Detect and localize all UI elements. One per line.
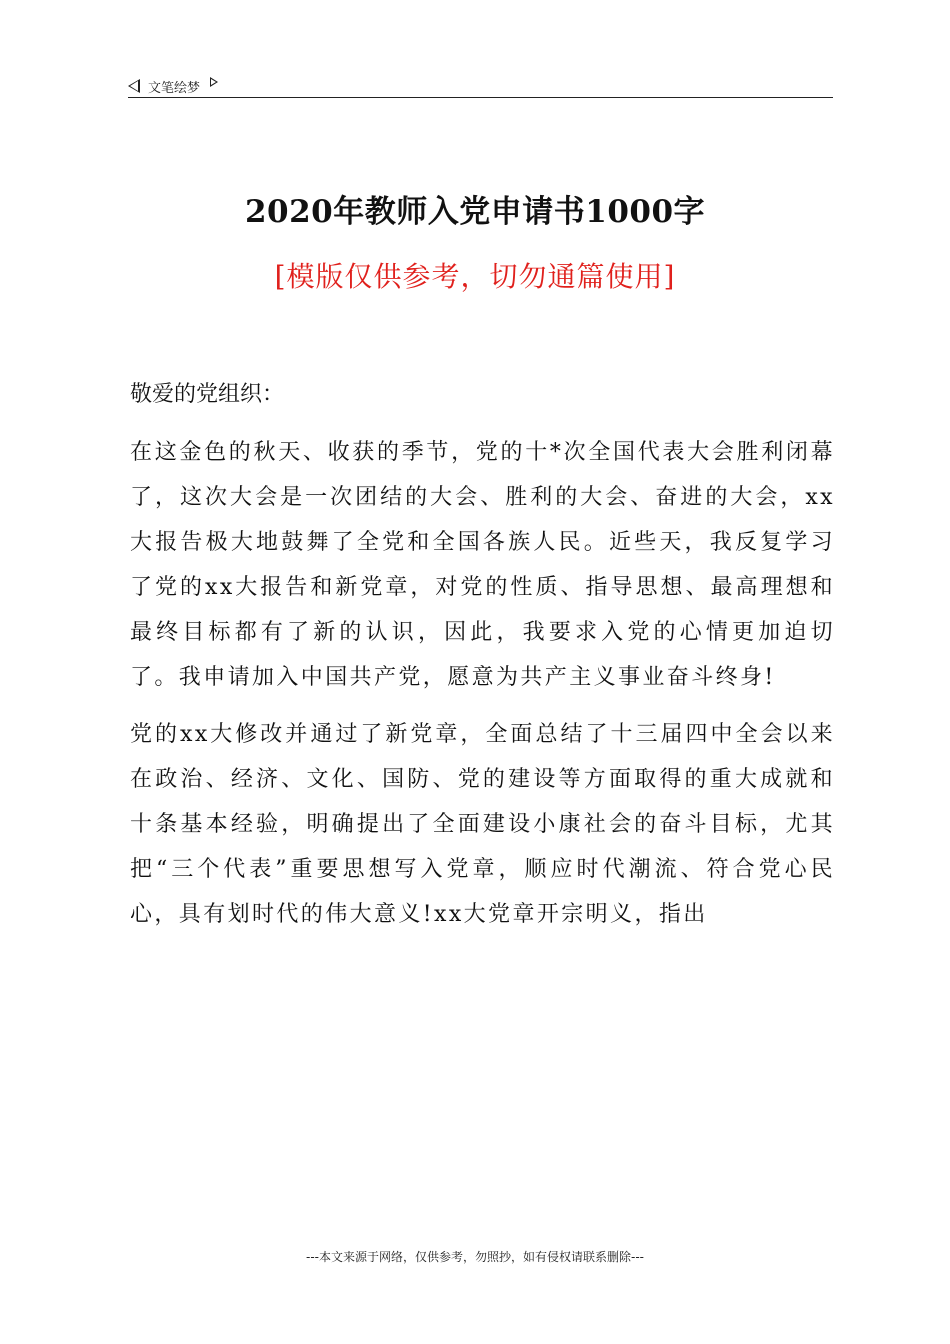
salutation: 敬爱的党组织：	[130, 382, 285, 407]
document-title: 2020年教师入党申请书1000字	[244, 194, 706, 230]
document-body	[130, 370, 835, 949]
triangle-left-icon	[128, 79, 140, 93]
footer-disclaimer: ---本文来源于网络，仅供参考，勿照抄，如有侵权请联系删除---	[306, 1250, 644, 1264]
header-divider	[128, 97, 833, 98]
paragraph-1: 在这金色的秋天、收获的季节，党的十*次全国代表大会胜利闭幕了，这次大会是一次团结的大会、胜利的大会、奋进的大会，xx大报告极大地鼓舞了全党和全国各族人民。近些天，我反复学习了党的xx大报告和新党章，对党的性质、指导思想、最高理想和最终目标都有了新的认识，因此，我要求入党的心情更加迫切了。我申请加入中国共产党，愿意为共产主义事业奋斗终身!	[130, 440, 835, 690]
paragraph-2: 党的xx大修改并通过了新党章，全面总结了十三届四中全会以来在政治、经济、文化、国防、党的建设等方面取得的重大成就和十条基本经验，明确提出了全面建设小康社会的奋斗目标，尤其把“三个代表”重要思想写入党章，顺应时代潮流、符合党心民心，具有划时代的伟大意义!xx大党章开宗明义，指出	[130, 722, 835, 927]
triangle-right-icon	[210, 77, 218, 87]
header-brand: 文笔绘梦	[148, 80, 201, 96]
document-subtitle: [模版仅供参考，切勿通篇使用]	[274, 260, 676, 293]
page-header	[128, 74, 218, 98]
